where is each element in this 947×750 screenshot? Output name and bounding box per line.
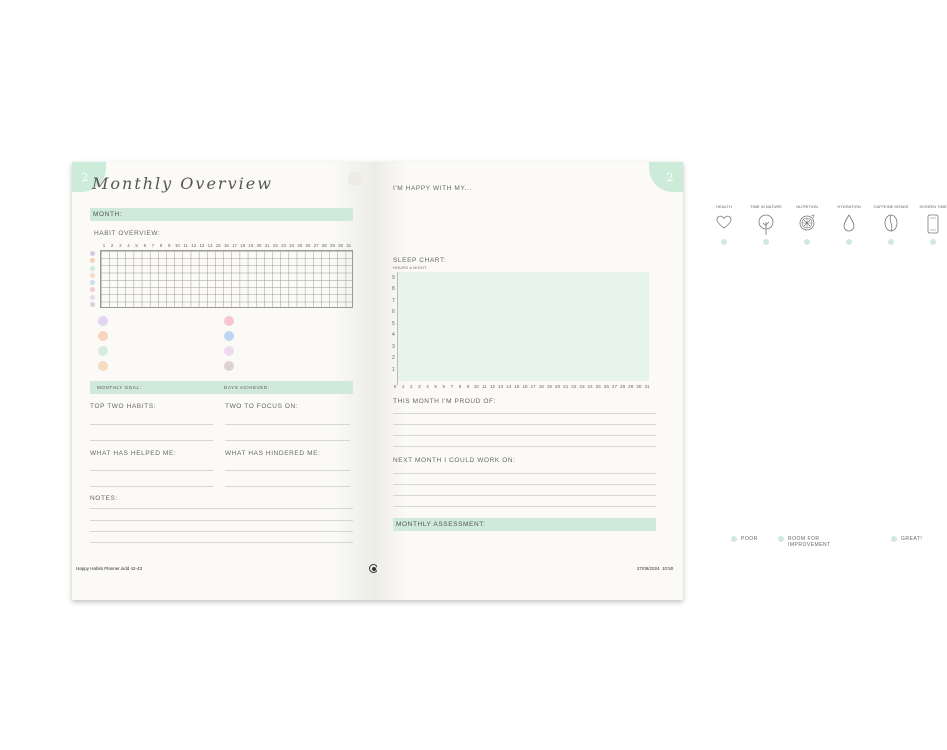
day-number: 18 bbox=[240, 243, 246, 248]
habit-legend-dot[interactable] bbox=[98, 361, 108, 371]
x-tick-label: 21 bbox=[563, 384, 569, 389]
x-tick-label: 24 bbox=[587, 384, 593, 389]
left-page-number: 2 bbox=[72, 162, 106, 192]
x-tick-label: 4 bbox=[426, 384, 429, 389]
x-tick-label: 25 bbox=[595, 384, 601, 389]
assessment-option-dot[interactable] bbox=[778, 536, 784, 542]
habit-color-dot bbox=[90, 302, 95, 307]
monthly-goal-label: MONTHLY GOAL: bbox=[97, 385, 142, 390]
happy-rating-dot[interactable] bbox=[888, 239, 894, 245]
x-tick-label: 31 bbox=[644, 384, 650, 389]
x-tick-label: 27 bbox=[611, 384, 618, 389]
x-tick-label: 11 bbox=[482, 384, 487, 389]
notes-line[interactable] bbox=[90, 531, 353, 532]
x-tick-label: 7 bbox=[450, 384, 454, 389]
day-number: 22 bbox=[272, 243, 278, 248]
write-line[interactable] bbox=[393, 413, 656, 414]
right-page-number: 2 bbox=[649, 162, 683, 192]
x-tick-label: 16 bbox=[522, 384, 528, 389]
day-number: 4 bbox=[127, 243, 130, 248]
happy-item-label: TIME IN NATURE bbox=[750, 204, 782, 209]
goal-band bbox=[90, 381, 353, 394]
write-line[interactable] bbox=[90, 470, 213, 471]
x-tick-label: 26 bbox=[603, 384, 609, 389]
proud-label: THIS MONTH I'M PROUD OF: bbox=[393, 398, 497, 405]
x-tick-label: 22 bbox=[571, 384, 577, 389]
happy-item-label: NUTRITION bbox=[796, 204, 818, 209]
write-line[interactable] bbox=[90, 440, 213, 441]
day-number: 28 bbox=[321, 243, 327, 248]
assessment-option-dot[interactable] bbox=[731, 536, 737, 542]
habit-legend-dot[interactable] bbox=[98, 346, 108, 356]
x-tick-label: 20 bbox=[555, 384, 561, 389]
habit-legend-dot[interactable] bbox=[224, 316, 234, 326]
x-tick-label: 5 bbox=[434, 384, 437, 389]
x-tick-label: 2 bbox=[409, 384, 413, 389]
write-line[interactable] bbox=[393, 484, 656, 485]
day-number: 7 bbox=[151, 243, 155, 248]
write-line[interactable] bbox=[393, 446, 656, 447]
day-number: 9 bbox=[168, 243, 171, 248]
day-number: 23 bbox=[281, 243, 286, 248]
page-title: Monthly Overview bbox=[92, 174, 273, 193]
two-to-focus-label: TWO TO FOCUS ON: bbox=[225, 403, 299, 410]
write-line[interactable] bbox=[90, 424, 213, 425]
hindered-label: WHAT HAS HINDERED ME: bbox=[225, 450, 321, 457]
day-number: 31 bbox=[346, 243, 352, 248]
day-number: 6 bbox=[143, 243, 147, 248]
day-number: 17 bbox=[232, 243, 237, 248]
happy-rating-dot[interactable] bbox=[804, 239, 810, 245]
day-number: 21 bbox=[264, 243, 270, 248]
x-tick-label: 15 bbox=[514, 384, 520, 389]
assessment-option-label: GREAT! bbox=[901, 536, 923, 542]
x-tick-label: 3 bbox=[418, 384, 421, 389]
y-tick-label: 2 bbox=[392, 355, 395, 362]
y-tick-label: 8 bbox=[392, 286, 395, 293]
x-tick-label: 23 bbox=[579, 384, 585, 389]
habit-legend-dot[interactable] bbox=[224, 361, 234, 371]
write-line[interactable] bbox=[393, 424, 656, 425]
day-number: 25 bbox=[297, 243, 303, 248]
write-line[interactable] bbox=[393, 435, 656, 436]
day-number: 30 bbox=[338, 243, 344, 248]
happy-rating-dot[interactable] bbox=[846, 239, 852, 245]
right-page bbox=[377, 162, 947, 600]
notes-line[interactable] bbox=[90, 520, 353, 521]
habit-color-dot bbox=[90, 266, 95, 271]
habit-legend-dot[interactable] bbox=[224, 346, 234, 356]
happy-rating-dot[interactable] bbox=[930, 239, 936, 245]
next-month-label: NEXT MONTH I COULD WORK ON: bbox=[393, 457, 516, 464]
sleep-chart-area[interactable] bbox=[397, 272, 649, 381]
day-number: 29 bbox=[330, 243, 335, 248]
y-tick-label: 9 bbox=[392, 274, 395, 281]
month-band: MONTH: bbox=[90, 208, 353, 221]
x-tick-label: 30 bbox=[636, 384, 642, 389]
write-line[interactable] bbox=[225, 486, 350, 487]
happy-item-label: SCREEN TIME bbox=[919, 204, 947, 209]
footer-date: 27/09/2024 bbox=[637, 566, 660, 571]
y-tick-label: 5 bbox=[392, 320, 395, 327]
x-tick-label: 0 bbox=[393, 384, 397, 389]
day-number: 1 bbox=[102, 243, 106, 248]
decorative-circle bbox=[348, 172, 362, 186]
hours-label: HOURS A NIGHT bbox=[393, 266, 427, 270]
orange-slice-icon bbox=[798, 214, 816, 232]
write-line[interactable] bbox=[393, 495, 656, 496]
day-number: 15 bbox=[215, 243, 221, 248]
heart-icon bbox=[715, 214, 733, 230]
day-number: 8 bbox=[159, 243, 163, 248]
x-tick-label: 14 bbox=[506, 384, 512, 389]
day-number: 20 bbox=[256, 243, 262, 248]
top-two-habits-label: TOP TWO HABITS: bbox=[90, 403, 157, 410]
assessment-band: MONTHLY ASSESSMENT: bbox=[393, 518, 656, 531]
habit-legend-dot[interactable] bbox=[98, 316, 108, 326]
habit-color-dot bbox=[90, 287, 95, 292]
planner-spread bbox=[72, 162, 947, 600]
sleep-chart-label: SLEEP CHART: bbox=[393, 257, 447, 264]
x-tick-label: 17 bbox=[530, 384, 536, 389]
habit-color-dot bbox=[90, 251, 95, 256]
happy-rating-dot[interactable] bbox=[721, 239, 727, 245]
x-tick-label: 18 bbox=[538, 384, 544, 389]
habit-legend-dot[interactable] bbox=[224, 331, 234, 341]
phone-icon bbox=[927, 214, 939, 234]
notes-line[interactable] bbox=[90, 542, 353, 543]
day-number: 2 bbox=[110, 243, 114, 248]
x-tick-label: 28 bbox=[620, 384, 626, 389]
assessment-option-label: ROOM FOR IMPROVEMENT bbox=[788, 536, 831, 548]
day-number: 27 bbox=[313, 243, 319, 248]
x-tick-label: 12 bbox=[489, 384, 496, 389]
happy-rating-dot[interactable] bbox=[763, 239, 769, 245]
x-tick-label: 13 bbox=[498, 384, 504, 389]
day-number: 19 bbox=[248, 243, 254, 248]
y-tick-label: 3 bbox=[392, 343, 395, 350]
day-number: 16 bbox=[223, 243, 229, 248]
write-line[interactable] bbox=[225, 470, 350, 471]
habit-color-dot bbox=[90, 273, 95, 278]
happy-item-label: CAFFEINE INTAKE bbox=[873, 204, 909, 209]
write-line[interactable] bbox=[393, 506, 656, 507]
x-tick-label: 19 bbox=[546, 384, 552, 389]
habit-grid[interactable] bbox=[100, 250, 353, 308]
day-number: 12 bbox=[191, 243, 197, 248]
write-line[interactable] bbox=[225, 424, 350, 425]
write-line[interactable] bbox=[393, 473, 656, 474]
left-page bbox=[72, 162, 377, 600]
y-tick-label: 1 bbox=[392, 366, 395, 373]
write-line[interactable] bbox=[225, 440, 350, 441]
habit-color-dot bbox=[90, 258, 95, 263]
coffee-bean-icon bbox=[883, 214, 899, 232]
day-number: 13 bbox=[199, 243, 205, 248]
y-tick-label: 4 bbox=[392, 332, 395, 339]
day-number: 5 bbox=[135, 243, 138, 248]
day-number: 11 bbox=[183, 243, 188, 248]
x-tick-label: 6 bbox=[442, 384, 446, 389]
water-drop-icon bbox=[842, 214, 856, 232]
day-number: 10 bbox=[174, 243, 180, 248]
x-tick-label: 1 bbox=[401, 384, 405, 389]
habit-overview-label: HABIT OVERVIEW: bbox=[94, 230, 161, 237]
day-number: 3 bbox=[119, 243, 122, 248]
habit-day-numbers bbox=[72, 243, 377, 249]
x-tick-label: 10 bbox=[473, 384, 479, 389]
y-tick-label: 7 bbox=[392, 297, 395, 304]
x-tick-label: 9 bbox=[466, 384, 470, 389]
notes-label: NOTES: bbox=[90, 495, 118, 502]
day-number: 26 bbox=[305, 243, 311, 248]
assessment-option-label: POOR bbox=[741, 536, 758, 542]
y-tick-label: 6 bbox=[392, 309, 395, 316]
happy-item-label: HYDRATION bbox=[837, 204, 861, 209]
habit-color-dot bbox=[90, 280, 95, 285]
helped-label: WHAT HAS HELPED ME: bbox=[90, 450, 177, 457]
happy-item-label: HEALTH bbox=[716, 204, 732, 209]
x-tick-label: 8 bbox=[458, 384, 462, 389]
assessment-option-dot[interactable] bbox=[891, 536, 897, 542]
day-number: 24 bbox=[289, 243, 295, 248]
happy-with-label: I'M HAPPY WITH MY... bbox=[393, 185, 472, 192]
tree-icon bbox=[757, 214, 775, 236]
habit-legend-dot[interactable] bbox=[98, 331, 108, 341]
notes-line[interactable] bbox=[90, 508, 353, 509]
footer-file: Happy Habits Planner.indd 42-43 bbox=[76, 566, 143, 571]
sleep-chart-y-axis bbox=[397, 272, 398, 385]
footer-time: 10:50 bbox=[662, 566, 674, 571]
day-number: 14 bbox=[207, 243, 213, 248]
habit-color-dot bbox=[90, 295, 95, 300]
write-line[interactable] bbox=[90, 486, 213, 487]
x-tick-label: 29 bbox=[628, 384, 634, 389]
days-achieved-label: DAYS ACHIEVED: bbox=[224, 385, 270, 390]
